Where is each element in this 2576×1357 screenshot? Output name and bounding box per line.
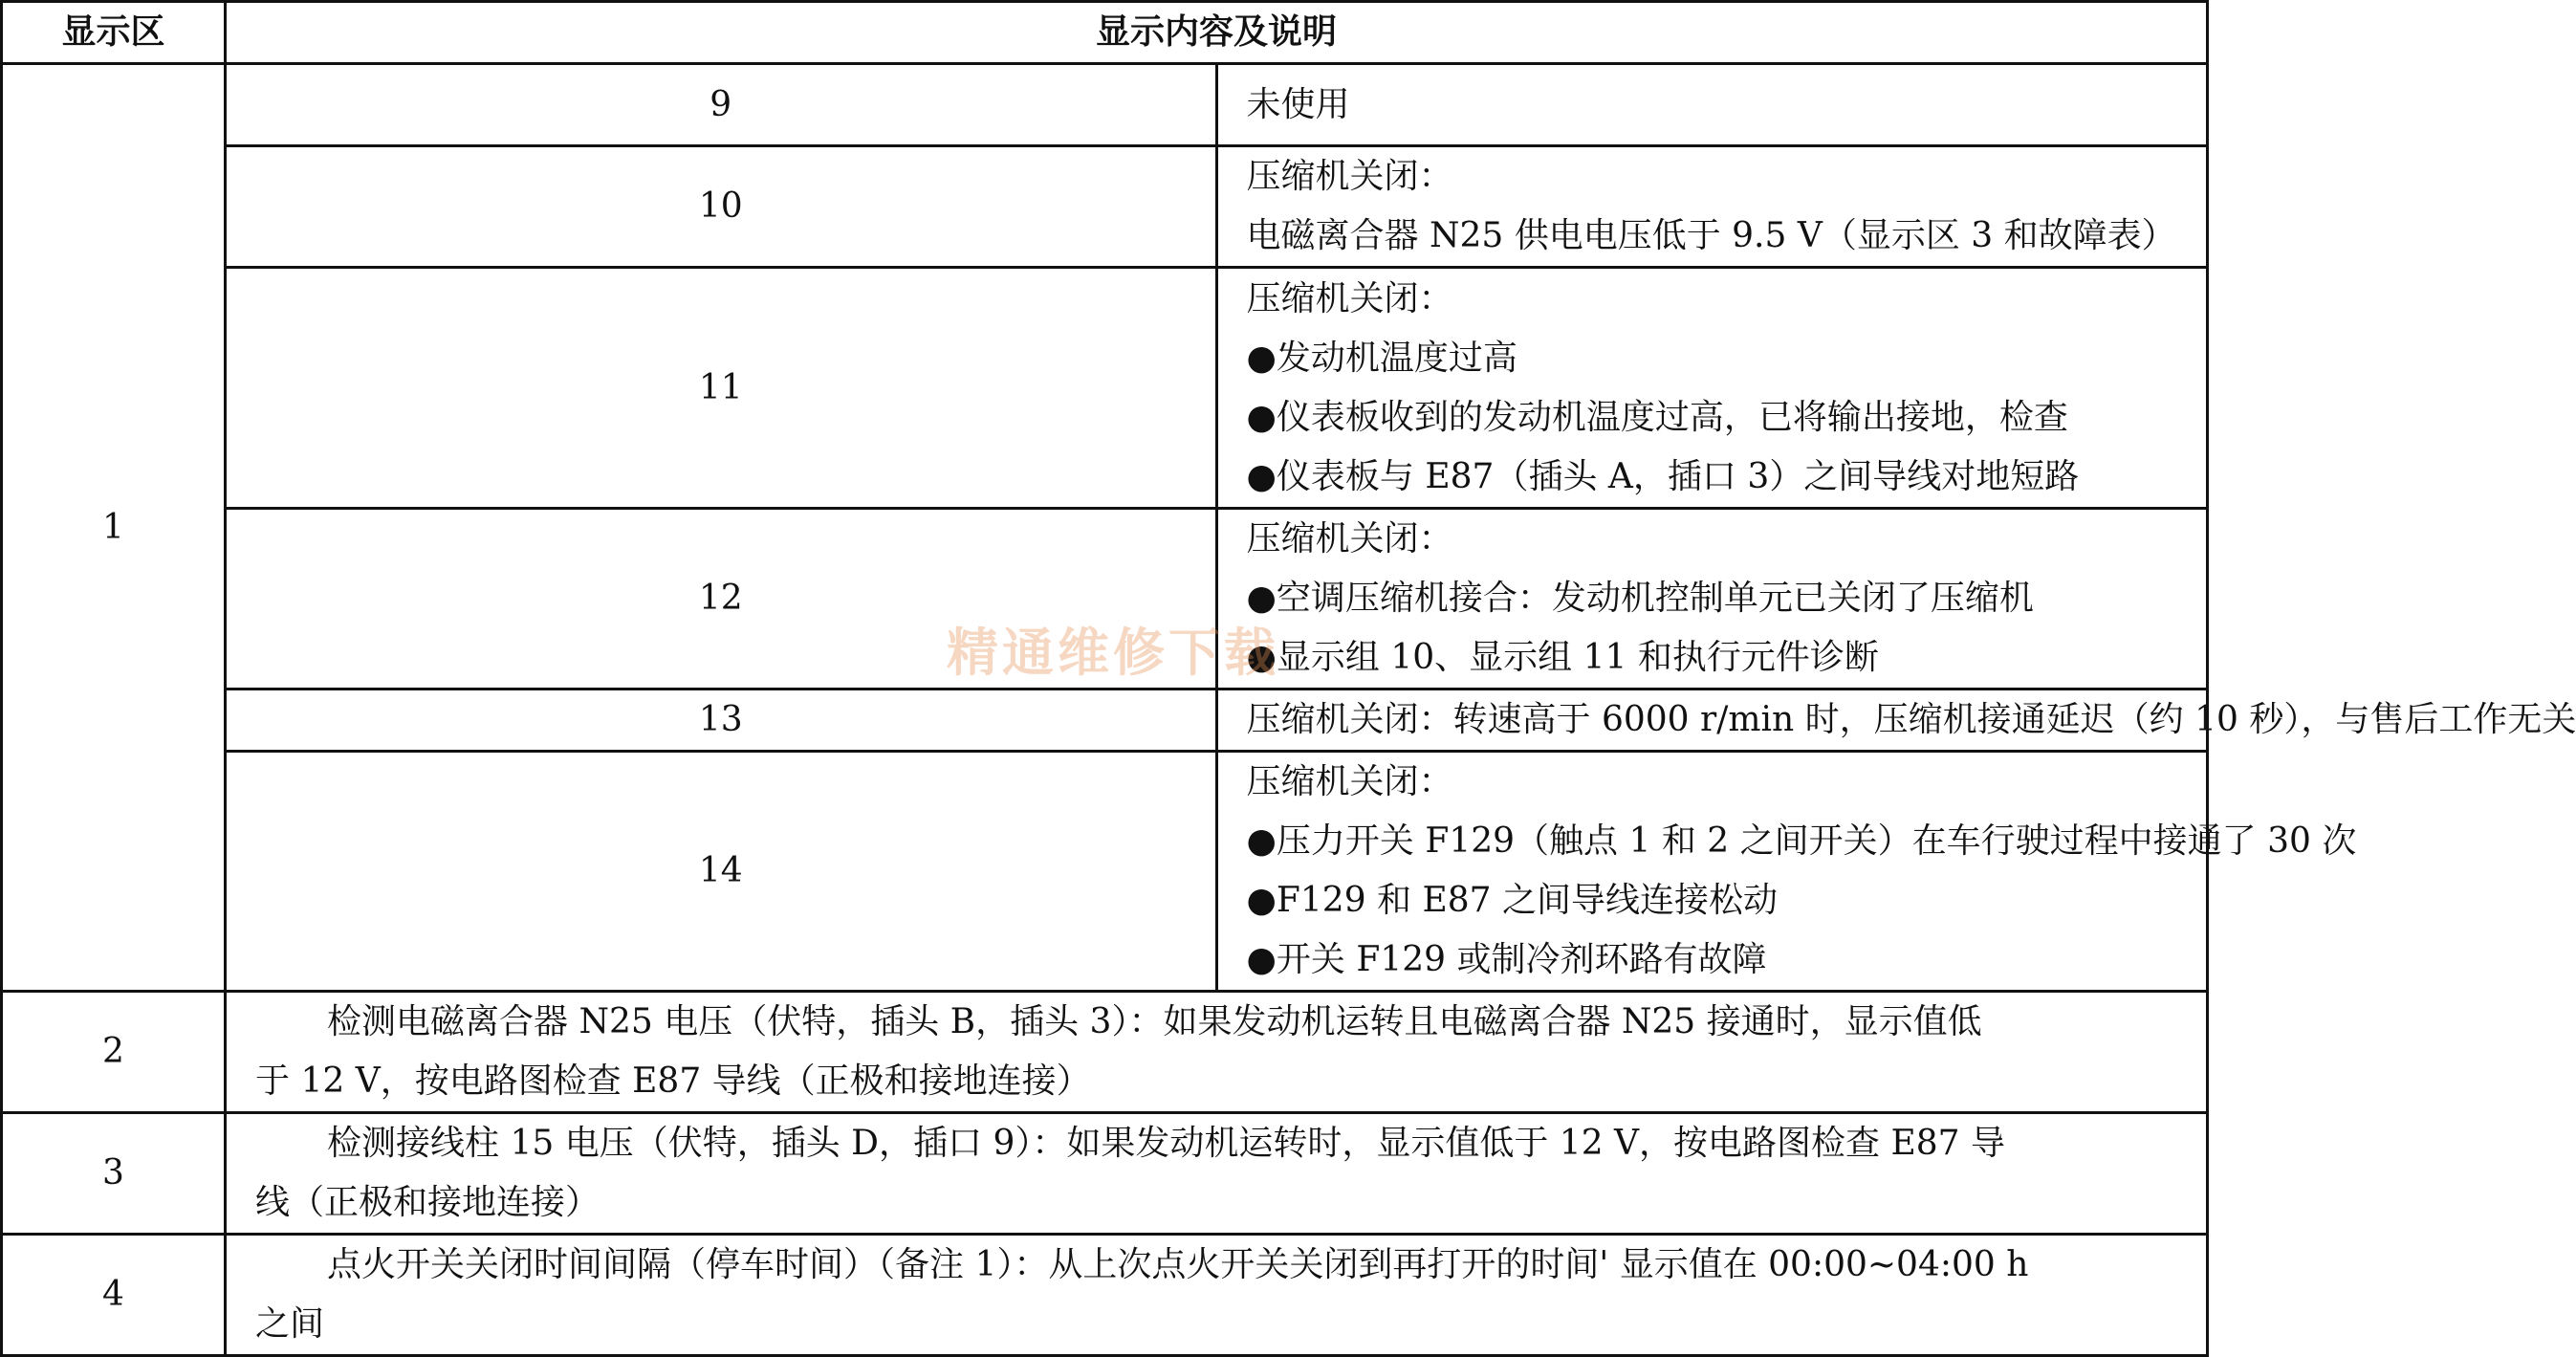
description-line: 线（正极和接地连接） [255,1183,600,1222]
description-line: ●发动机温度过高 [1246,338,1517,378]
zone-label: 2 [2,992,226,1113]
table-row [2,509,2208,689]
item-number: 12 [226,509,1217,689]
item-description [1216,146,2208,268]
table-row [2,1235,2208,1356]
description-line: 于 12 V，按电路图检查 E87 导线（正极和接地连接） [255,1062,1091,1101]
table-row [2,146,2208,268]
table-row [2,752,2208,992]
item-number: 13 [226,689,1217,752]
description-line: 电磁离合器 N25 供电电压低于 9.5 V（显示区 3 和故障表） [1246,216,2176,255]
watermark: 精通维修下载 [947,623,1279,683]
zone-label: 4 [2,1235,226,1356]
item-number: 14 [226,752,1217,992]
item-number: 9 [226,64,1217,146]
description-line: 未使用 [1246,84,1350,124]
description-line: 压缩机关闭： [1246,762,1453,801]
table-row [2,268,2208,509]
description-line: 点火开关关闭时间间隔（停车时间）（备注 1）：从上次点火开关关闭到再打开的时间' 显示值在 00:00~04:00 h [327,1245,2029,1284]
table-row [2,689,2208,752]
description-line: ●压力开关 F129（触点 1 和 2 之间开关）在车行驶过程中接通了 30 次 [1246,821,2357,861]
zone-description [226,1235,2208,1356]
zone-description [226,1113,2208,1235]
description-line: ●F129 和 E87 之间导线连接松动 [1246,881,1779,920]
item-description [1216,509,2208,689]
item-description [1216,689,2576,752]
table-row [2,992,2208,1113]
description-line: 之间 [255,1304,325,1344]
description-line: 检测接线柱 15 电压（伏特，插头 D，插口 9）：如果发动机运转时，显示值低于 12 V，按电路图检查 E87 导 [327,1124,2006,1163]
table-row [2,1113,2208,1235]
description-line: 检测电磁离合器 N25 电压（伏特，插头 B，插头 3）：如果发动机运转且电磁离合器 N25 接通时，显示值低 [327,1002,1982,1041]
item-description [1216,268,2208,509]
item-description [1216,752,2357,992]
table-row [2,64,2208,146]
description-line: ●仪表板收到的发动机温度过高，已将输出接地，检查 [1246,397,2068,437]
description-line: 压缩机关闭： [1246,157,1453,196]
item-description [1216,64,2208,146]
item-number: 10 [226,146,1217,268]
zone-label: 3 [2,1113,226,1235]
zone-label: 1 [2,64,226,992]
header-content: 显示内容及说明 [226,2,2208,64]
item-number: 11 [226,268,1217,509]
description-line: ●显示组 10、显示组 11 和执行元件诊断 [1246,638,1879,677]
description-line: 压缩机关闭： [1246,278,1453,318]
description-line: ●开关 F129 或制冷剂环路有故障 [1246,940,1767,979]
description-line: ●空调压缩机接合：发动机控制单元已关闭了压缩机 [1246,579,2034,618]
description-line: 压缩机关闭：转速高于 6000 r/min 时，压缩机接通延迟（约 10 秒），与售后工作无关 [1246,700,2576,739]
description-line: ●仪表板与 E87（插头 A，插口 3）之间导线对地短路 [1246,456,2080,496]
zone-description [226,992,2208,1113]
table-header-row [2,2,2208,64]
description-line: 压缩机关闭： [1246,519,1453,558]
header-zone: 显示区 [2,2,226,64]
